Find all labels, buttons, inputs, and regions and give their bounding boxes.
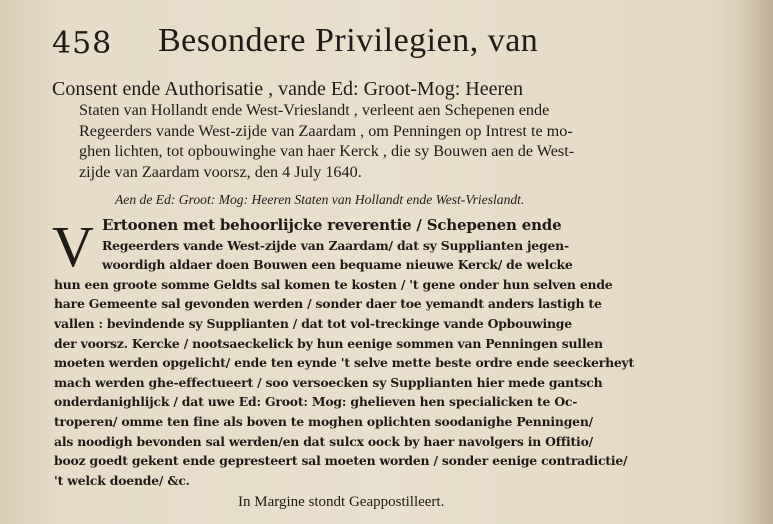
summary-paragraph (52, 78, 692, 182)
running-title: Besondere Privilegien, van (158, 22, 539, 59)
body-line: Ertoonen met behoorlijcke reverentie / Schepenen ende (102, 216, 562, 234)
margin-note: In Margine stondt Geappostilleert. (238, 494, 445, 510)
body-line: booz goedt gekent ende gepresteert sal moeten worden / sonder eenige contradictie/ (54, 453, 628, 469)
body-line: mach werden ghe-effectueert / soo versoecken sy Supplianten hier mede gantsch (54, 374, 603, 390)
page-number: 458 (52, 26, 113, 61)
petition-body (54, 216, 690, 490)
body-line: als noodigh bevonden sal werden/en dat sulcx oock by haer navolgers in Offitio/ (54, 433, 593, 449)
drop-cap: V (52, 214, 94, 279)
summary-line: Regeerders vande West-zijde van Zaardam , om Penningen op Intrest te mo- (79, 121, 573, 140)
summary-line: Consent ende Authorisatie , vande Ed: Groot-Mog: Heeren (52, 78, 523, 100)
body-line: troperen/ omme ten fine als boven te moghen oplichten soodanighe Penningen/ (54, 413, 593, 429)
body-line: 't welck doende/ &c. (54, 472, 190, 488)
salutation: Aen de Ed: Groot: Mog: Heeren Staten van Hollandt ende West-Vrieslandt. (115, 192, 525, 207)
summary-line: zijde van Zaardam voorsz, den 4 July 1640. (79, 162, 362, 181)
page-edge-shadow (737, 0, 773, 524)
body-line: woordigh aldaer doen Bouwen een bequame nieuwe Kerck/ de welcke (102, 257, 573, 273)
body-line: onderdanighlijck / dat uwe Ed: Groot: Mog: ghelieven hen specialicken te Oc- (54, 394, 578, 410)
body-line: hun een groote somme Geldts sal komen te kosten / 't gene onder hun selven ende (54, 276, 613, 292)
body-line: vallen : bevindende sy Supplianten / dat tot vol-treckinge vande Opbouwinge (54, 315, 572, 331)
body-line: moeten werden opgelicht/ ende ten eynde 't selve mette beste ordre ende seeckerheyt (54, 355, 635, 371)
summary-line: Staten van Hollandt ende West-Vrieslandt , verleent aen Schepenen ende (79, 101, 550, 119)
body-line: hare Gemeente sal gevonden werden / sonder daer toe yemandt anders lastigh te (54, 296, 602, 312)
body-line: der voorsz. Kercke / nootsaeckelick by hun eenige sommen van Penningen sullen (54, 335, 603, 351)
summary-line: ghen lichten, tot opbouwinghe van haer Kerck , die sy Bouwen aen de West- (79, 142, 575, 160)
body-line: Regeerders vande West-zijde van Zaardam/ dat sy Supplianten jegen- (102, 237, 569, 253)
